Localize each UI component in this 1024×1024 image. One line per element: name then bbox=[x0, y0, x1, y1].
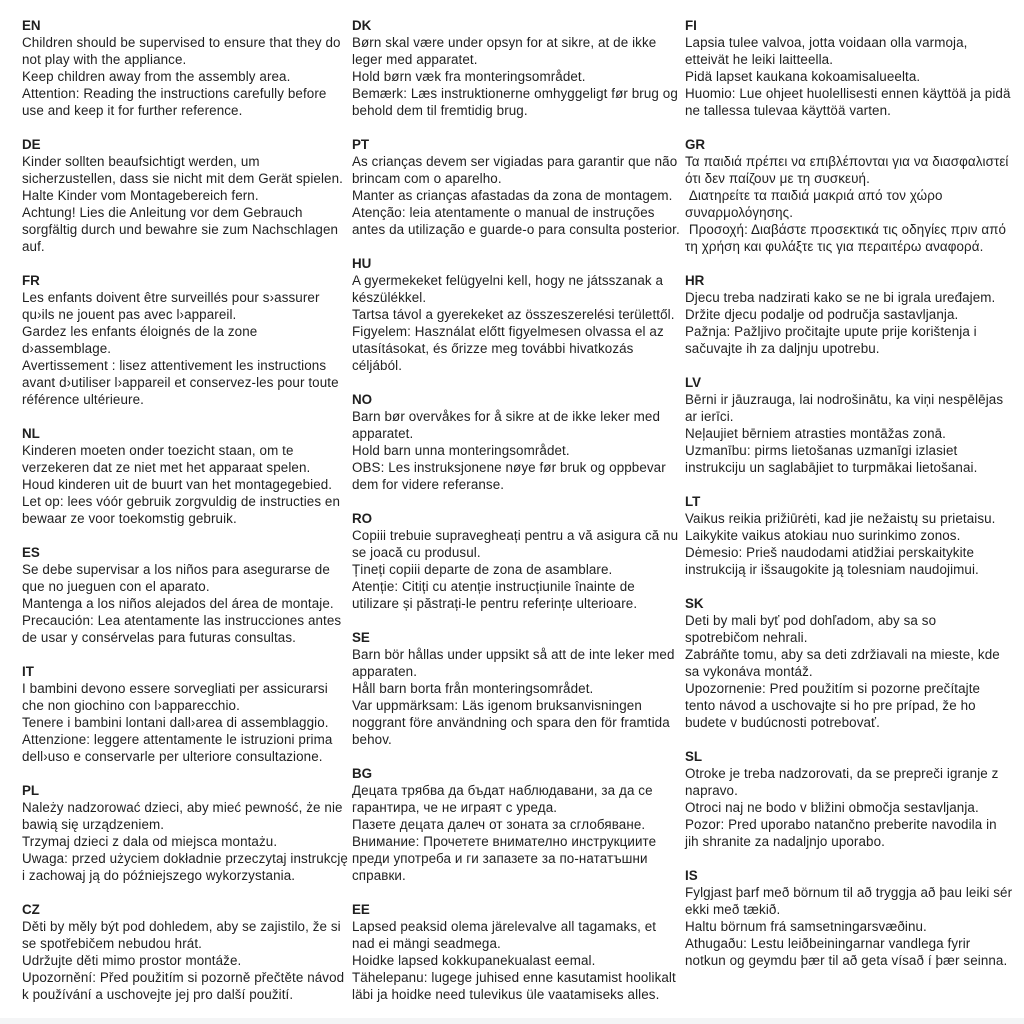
paragraph: Attenzione: leggere attentamente le istruzioni prima dell›uso e conservarle per ulteriore consultazione. bbox=[22, 732, 337, 764]
section-no bbox=[352, 391, 682, 493]
language-code-ro: RO bbox=[352, 511, 373, 526]
paragraph: As crianças devem ser vigiadas para garantir que não brincam com o aparelho. bbox=[352, 154, 682, 186]
language-code-it: IT bbox=[22, 664, 34, 679]
section-pl bbox=[22, 782, 352, 884]
paragraph: Děti by měly být pod dohledem, aby se zajistilo, že si se spotřebičem nebudou hrát. bbox=[22, 919, 345, 951]
paragraph: Upozornění: Před použitím si pozorně přečtěte návod k používání a uschovejte jej pro další použití. bbox=[22, 970, 349, 1002]
section-dk bbox=[352, 17, 682, 119]
paragraph: Achtung! Lies die Anleitung vor dem Gebrauch sorgfältig durch und bewahre sie zum Nachschlagen auf. bbox=[22, 205, 342, 254]
paragraph: Avertissement : lisez attentivement les instructions avant d›utiliser l›appareil et conservez-les pour toute référence ultérieure. bbox=[22, 358, 343, 407]
paragraph: Attention: Reading the instructions carefully before use and keep it for further reference. bbox=[22, 86, 331, 118]
language-code-nl: NL bbox=[22, 426, 40, 441]
section-sl bbox=[685, 748, 1013, 850]
paragraph: Deti by mali byť pod dohľadom, aby sa so spotrebičom nehrali. bbox=[685, 613, 940, 645]
paragraph: Let op: lees vóór gebruik zorgvuldig de instructies en bewaar ze voor toekomstig gebruik. bbox=[22, 494, 344, 526]
paragraph: Halte Kinder vom Montagebereich fern. bbox=[22, 188, 259, 203]
section-bg bbox=[352, 765, 682, 884]
section-hu bbox=[352, 255, 682, 374]
paragraph: Figyelem: Használat előtt figyelmesen olvassa el az utasításokat, és őrizze meg további hivatkozás céljából. bbox=[352, 324, 668, 373]
paragraph: Huomio: Lue ohjeet huolellisesti ennen käyttöä ja pidä ne tallessa tulevaa käyttöä varten. bbox=[685, 86, 1015, 118]
paragraph: Fylgjast þarf með börnum til að tryggja að þau leiki sér ekki með tækið. bbox=[685, 885, 1016, 917]
section-gr bbox=[685, 136, 1013, 255]
paragraph: Bērni ir jāuzrauga, lai nodrošinātu, ka viņi nespēlējas ar ierīci. bbox=[685, 392, 1007, 424]
section-ro bbox=[352, 510, 682, 612]
paragraph: Manter as crianças afastadas da zona de montagem. bbox=[352, 188, 673, 203]
paragraph: Tähelepanu: lugege juhised enne kasutamist hoolikalt läbi ja hoidke need tulevikus üle vaatamiseks alles. bbox=[352, 970, 680, 1002]
paragraph: Διατηρείτε τα παιδιά μακριά από τον χώρο συναρμολόγησης. bbox=[685, 188, 947, 220]
paragraph: Atenție: Citiți cu atenție instrucțiunile înainte de utilizare și păstrați-le pentru referințe ulterioare. bbox=[352, 579, 639, 611]
paragraph: Athugaðu: Lestu leiðbeiningarnar vandlega fyrir notkun og geymdu þær til að geta vísað í þær seinna. bbox=[685, 936, 1008, 968]
section-fi bbox=[685, 17, 1013, 119]
section-hr bbox=[685, 272, 1013, 357]
language-code-ee: EE bbox=[352, 902, 370, 917]
section-ee bbox=[352, 901, 682, 1003]
paragraph: Børn skal være under opsyn for at sikre, at de ikke leger med apparatet. bbox=[352, 35, 661, 67]
paragraph: Houd kinderen uit de buurt van het montagegebied. bbox=[22, 477, 333, 492]
paragraph: Barn bør overvåkes for å sikre at de ikke leker med apparatet. bbox=[352, 409, 664, 441]
paragraph: Children should be supervised to ensure that they do not play with the appliance. bbox=[22, 35, 345, 67]
paragraph: Tartsa távol a gyerekeket az összeszerelési területtől. bbox=[352, 307, 675, 322]
paragraph: Držite djecu podalje od područja sastavljanja. bbox=[685, 307, 959, 322]
paragraph: Precaución: Lea atentamente las instrucciones antes de usar y consérvelas para futuras consultas. bbox=[22, 613, 346, 645]
paragraph: Var uppmärksam: Läs igenom bruksanvisningen noggrant före användning och spara den för framtida behov. bbox=[352, 698, 674, 747]
section-de bbox=[22, 136, 348, 255]
language-code-fi: FI bbox=[685, 18, 697, 33]
paragraph: Håll barn borta från monteringsområdet. bbox=[352, 681, 594, 696]
language-code-no: NO bbox=[352, 392, 373, 407]
paragraph: Neļaujiet bērniem atrasties montāžas zonā. bbox=[685, 426, 946, 441]
paragraph: Bemærk: Læs instruktionerne omhyggeligt før brug og behold dem til fremtidig brug. bbox=[352, 86, 682, 118]
paragraph: Пазете децата далеч от зоната за сглобяване. bbox=[352, 817, 646, 832]
language-code-sk: SK bbox=[685, 596, 704, 611]
section-es bbox=[22, 544, 348, 646]
column-1 bbox=[22, 17, 352, 1020]
paragraph: Należy nadzorować dzieci, aby mieć pewność, że nie bawią się urządzeniem. bbox=[22, 800, 347, 832]
paragraph: Внимание: Прочетете внимателно инструкциите преди употреба и ги запазете за по-нататъшни справки. bbox=[352, 834, 661, 883]
paragraph: Les enfants doivent être surveillés pour s›assurer qu›ils ne jouent pas avec l›appareil. bbox=[22, 290, 324, 322]
paragraph: Otroci naj ne bodo v bližini območja sestavljanja. bbox=[685, 800, 979, 815]
language-code-sl: SL bbox=[685, 749, 703, 764]
language-code-lv: LV bbox=[685, 375, 702, 390]
language-code-bg: BG bbox=[352, 766, 373, 781]
paragraph: Haltu börnum frá samsetningarsvæðinu. bbox=[685, 919, 927, 934]
section-lt bbox=[685, 493, 1013, 578]
paragraph: Gardez les enfants éloignés de la zone d›assemblage. bbox=[22, 324, 262, 356]
paragraph: Vaikus reikia prižiūrėti, kad jie nežaistų su prietaisu. bbox=[685, 511, 996, 526]
paragraph: Se debe supervisar a los niños para asegurarse de que no jueguen con el aparato. bbox=[22, 562, 334, 594]
section-it bbox=[22, 663, 348, 765]
section-se bbox=[352, 629, 682, 748]
paragraph: Uwaga: przed użyciem dokładnie przeczytaj instrukcję i zachowaj ją do późniejszego wykorzystania. bbox=[22, 851, 352, 883]
language-code-gr: GR bbox=[685, 137, 706, 152]
paragraph: Trzymaj dzieci z dala od miejsca montażu. bbox=[22, 834, 278, 849]
paragraph: Mantenga a los niños alejados del área de montaje. bbox=[22, 596, 334, 611]
language-code-cz: CZ bbox=[22, 902, 40, 917]
paragraph: Hold barn unna monteringsområdet. bbox=[352, 443, 570, 458]
section-cz bbox=[22, 901, 348, 1003]
paragraph: Keep children away from the assembly area. bbox=[22, 69, 291, 84]
section-lv bbox=[685, 374, 1013, 476]
language-code-de: DE bbox=[22, 137, 41, 152]
column-3 bbox=[685, 17, 1016, 986]
paragraph: Pozor: Pred uporabo natančno preberite navodila in jih shranite za nadaljnjo uporabo. bbox=[685, 817, 1001, 849]
paragraph: Otroke je treba nadzorovati, da se prepreči igranje z napravo. bbox=[685, 766, 1003, 798]
section-pt bbox=[352, 136, 682, 238]
paragraph: Djecu treba nadzirati kako se ne bi igrala uređajem. bbox=[685, 290, 996, 305]
language-code-se: SE bbox=[352, 630, 370, 645]
language-code-fr: FR bbox=[22, 273, 40, 288]
section-fr bbox=[22, 272, 348, 408]
column-2 bbox=[352, 17, 682, 1020]
language-code-dk: DK bbox=[352, 18, 372, 33]
paragraph: Προσοχή: Διαβάστε προσεκτικά τις οδηγίες πριν από τη χρήση και φυλάξτε τις για περαιτέρω αναφορά. bbox=[685, 222, 1010, 254]
language-code-hu: HU bbox=[352, 256, 372, 271]
paragraph: Copiii trebuie supravegheați pentru a vă asigura că nu se joacă cu produsul. bbox=[352, 528, 683, 560]
paragraph: Upozornenie: Pred použitím si pozorne prečítajte tento návod a uschovajte si ho pre prípad, že ho budete v budúcnosti potrebovať. bbox=[685, 681, 984, 730]
language-code-hr: HR bbox=[685, 273, 705, 288]
section-sk bbox=[685, 595, 1013, 731]
paragraph: Laikykite vaikus atokiau nuo surinkimo zonos. bbox=[685, 528, 961, 543]
paragraph: Uzmanību: pirms lietošanas uzmanīgi izlasiet instrukciju un saglabājiet to turpmākai lietošanai. bbox=[685, 443, 978, 475]
paragraph: Tenere i bambini lontani dall›area di assemblaggio. bbox=[22, 715, 329, 730]
language-code-pl: PL bbox=[22, 783, 40, 798]
paragraph: Barn bör hållas under uppsikt så att de inte leker med apparaten. bbox=[352, 647, 679, 679]
paragraph: Lapsia tulee valvoa, jotta voidaan olla varmoja, etteivät he leiki laitteella. bbox=[685, 35, 972, 67]
paragraph: Zabráňte tomu, aby sa deti zdržiavali na mieste, kde sa vykonáva montáž. bbox=[685, 647, 1004, 679]
language-code-is: IS bbox=[685, 868, 698, 883]
language-code-en: EN bbox=[22, 18, 41, 33]
language-code-es: ES bbox=[22, 545, 40, 560]
paragraph: Pažnja: Pažljivo pročitajte upute prije korištenja i sačuvajte ih za daljnju upotrebu. bbox=[685, 324, 981, 356]
paragraph: Kinderen moeten onder toezicht staan, om te verzekeren dat ze niet met het apparaat spelen. bbox=[22, 443, 311, 475]
paragraph: Децата трябва да бъдат наблюдавани, за да се гарантира, че не играят с уреда. bbox=[352, 783, 657, 815]
paragraph: A gyermekeket felügyelni kell, hogy ne játsszanak a készülékkel. bbox=[352, 273, 667, 305]
paragraph: OBS: Les instruksjonene nøye før bruk og oppbevar dem for videre referanse. bbox=[352, 460, 670, 492]
paragraph: Pidä lapset kaukana kokoamisalueelta. bbox=[685, 69, 921, 84]
section-nl bbox=[22, 425, 348, 527]
paragraph: Τα παιδιά πρέπει να επιβλέπονται για να διασφαλιστεί ότι δεν παίζουν με τη συσκευή. bbox=[685, 154, 1013, 186]
paragraph: Hold børn væk fra monteringsområdet. bbox=[352, 69, 586, 84]
section-is bbox=[685, 867, 1016, 969]
language-code-lt: LT bbox=[685, 494, 701, 509]
paragraph: I bambini devono essere sorvegliati per assicurarsi che non giochino con l›apparecchio. bbox=[22, 681, 332, 713]
paragraph: Udržujte děti mimo prostor montáže. bbox=[22, 953, 242, 968]
paragraph: Atenção: leia atentamente o manual de instruções antes da utilização e guarde-o para consulta posterior. bbox=[352, 205, 680, 237]
paragraph: Kinder sollten beaufsichtigt werden, um sicherzustellen, dass sie nicht mit dem Gerät spielen. bbox=[22, 154, 343, 186]
language-code-pt: PT bbox=[352, 137, 370, 152]
section-en bbox=[22, 17, 348, 119]
scan-edge bbox=[0, 1018, 1024, 1024]
paragraph: Lapsed peaksid olema järelevalve all tagamaks, et nad ei mängi seadmega. bbox=[352, 919, 660, 951]
paragraph: Dėmesio: Prieš naudodami atidžiai perskaitykite instrukciją ir išsaugokite ją tolesniam naudojimui. bbox=[685, 545, 979, 577]
paragraph: Țineți copiii departe de zona de asamblare. bbox=[352, 562, 613, 577]
paragraph: Hoidke lapsed kokkupanekualast eemal. bbox=[352, 953, 596, 968]
